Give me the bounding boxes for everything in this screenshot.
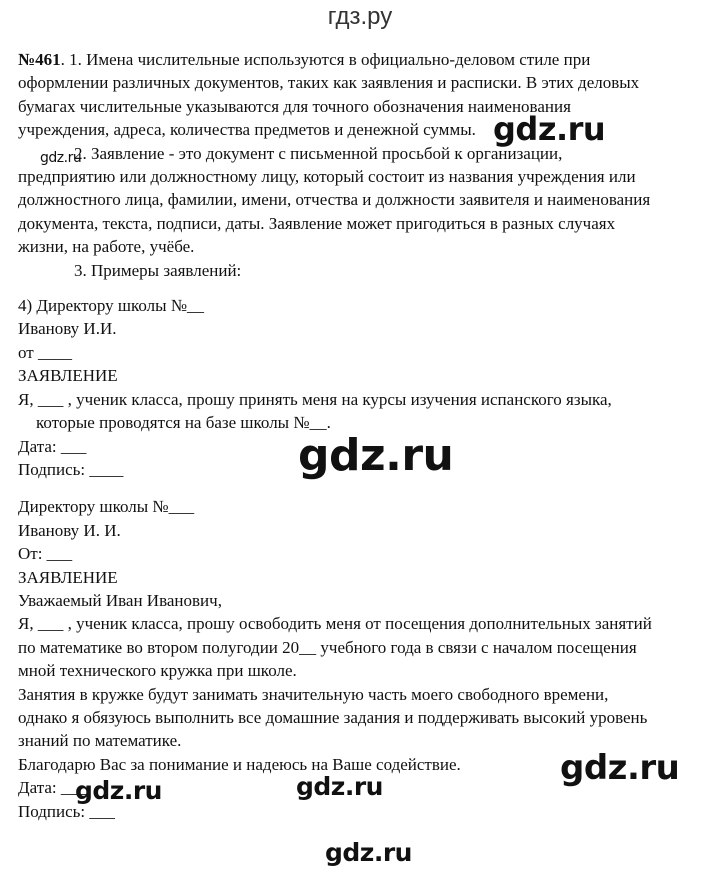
text-line: документа, текста, подписи, даты. Заявление может пригодиться в разных случаях (18, 213, 616, 233)
watermark: gdz.ru (296, 772, 383, 801)
text-line: от ____ (18, 342, 72, 362)
text-line: Директору школы №___ (18, 497, 195, 517)
paragraph-2 (18, 142, 708, 259)
text-line: Уважаемый Иван Иванович, (18, 590, 222, 610)
text-line: мной технического кружка при школе. (18, 661, 297, 681)
text-line: 2. Заявление - это документ с письменной просьбой к организации, (74, 143, 563, 163)
text-line: предприятию или должностному лицу, который состоит из названия учреждения или (18, 167, 636, 187)
text-line: Иванову И.И. (18, 319, 117, 339)
text-line: Благодарю Вас за понимание и надеюсь на Ваше содействие. (18, 754, 461, 774)
text-line: по математике во втором полугодии 20__ учебного года в связи с началом посещения (18, 637, 637, 657)
text-line: . 1. Имена числительные используются в официально-деловом стиле при (60, 50, 591, 69)
paragraph-3 (18, 259, 708, 282)
text-line: Я, ___ , ученик класса, прошу освободить меня от посещения дополнительных занятий (18, 614, 652, 634)
watermark: gdz.ru (298, 430, 454, 481)
watermark: gdz.ru (40, 150, 82, 166)
watermark: gdz.ru (325, 838, 412, 867)
text-line: Занятия в кружке будут занимать значительную часть моего свободного времени, (18, 684, 609, 704)
site-title: гдз.ру (327, 3, 393, 30)
text-line: От: ___ (18, 544, 73, 564)
watermark: gdz.ru (75, 776, 162, 805)
text-line: ЗАЯВЛЕНИЕ (18, 567, 118, 587)
text-line: 3. Примеры заявлений: (74, 260, 242, 280)
task-number: №461 (18, 50, 61, 69)
text-line: жизни, на работе, учёбе. (18, 237, 195, 257)
text-line: которые проводятся на базе школы №__. (36, 413, 331, 433)
text-line: Подпись: ___ (18, 801, 115, 821)
watermark: gdz.ru (560, 748, 680, 788)
text-line: 4) Директору школы №__ (18, 296, 205, 316)
text-line: должностного лица, фамилии, имени, отчества и должности заявителя и наименования (18, 190, 651, 210)
text-line: Я, ___ , ученик класса, прошу принять меня на курсы изучения испанского языка, (18, 389, 612, 409)
text-line: бумагах числительные указываются для точного обозначения наименования (18, 96, 571, 116)
text-line: Подпись: ____ (18, 459, 124, 479)
text-line: Дата: ___ (18, 778, 87, 798)
text-line: Дата: ___ (18, 436, 87, 456)
text-line: учреждения, адреса, количества предметов и денежной суммы. (18, 120, 476, 140)
text-line: оформлении различных документов, таких как заявления и расписки. В этих деловых (18, 73, 640, 93)
text-line: Иванову И. И. (18, 520, 121, 540)
text-line: однако я обязуюсь выполнить все домашние задания и поддерживать высокий уровень (18, 707, 648, 727)
text-line: ЗАЯВЛЕНИЕ (18, 366, 118, 386)
watermark: gdz.ru (493, 110, 606, 148)
text-line: знаний по математике. (18, 731, 182, 751)
